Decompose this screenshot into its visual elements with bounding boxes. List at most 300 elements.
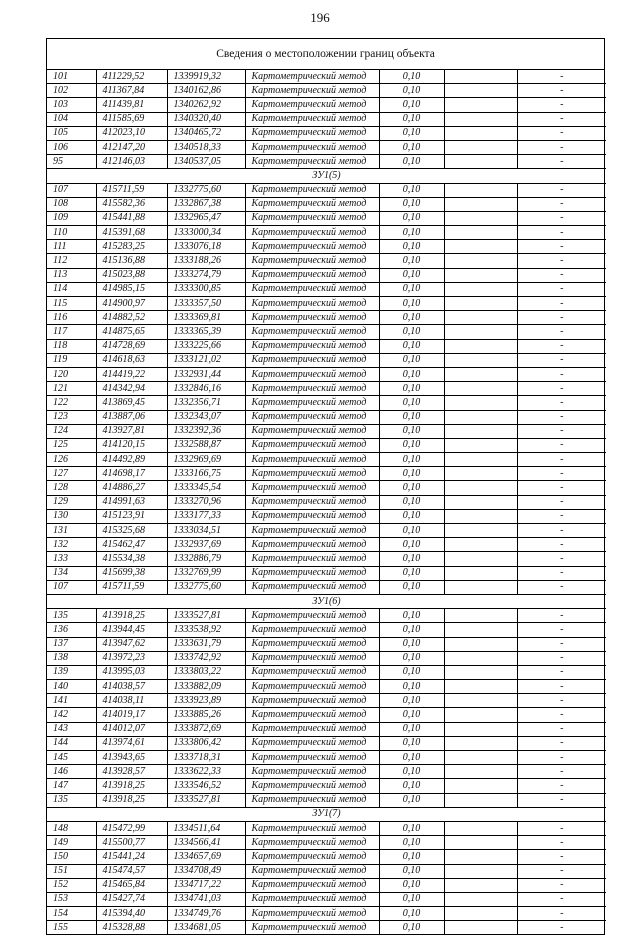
x-coordinate-cell: 415711,59 [96, 183, 167, 197]
method-cell: Картометрический метод [245, 155, 379, 169]
accuracy-cell: 0,10 [379, 821, 444, 835]
description-cell: - [517, 751, 606, 765]
x-coordinate-cell: 411229,52 [96, 70, 167, 84]
empty-cell [444, 921, 517, 935]
method-cell: Картометрический метод [245, 524, 379, 538]
accuracy-cell: 0,10 [379, 765, 444, 779]
point-number-cell: 111 [47, 240, 96, 254]
x-coordinate-cell: 415283,25 [96, 240, 167, 254]
description-cell: - [517, 325, 606, 339]
accuracy-cell: 0,10 [379, 268, 444, 282]
x-coordinate-cell: 413918,25 [96, 609, 167, 623]
accuracy-cell: 0,10 [379, 240, 444, 254]
y-coordinate-cell: 1333923,89 [167, 694, 245, 708]
method-cell: Картометрический метод [245, 240, 379, 254]
point-number-cell: 129 [47, 495, 96, 509]
method-cell: Картометрический метод [245, 609, 379, 623]
accuracy-cell: 0,10 [379, 70, 444, 84]
y-coordinate-cell: 1333806,42 [167, 736, 245, 750]
table-row [47, 765, 606, 779]
x-coordinate-cell: 415325,68 [96, 524, 167, 538]
description-cell: - [517, 211, 606, 225]
description-cell: - [517, 821, 606, 835]
x-coordinate-cell: 411367,84 [96, 84, 167, 98]
x-coordinate-cell: 413927,81 [96, 424, 167, 438]
accuracy-cell: 0,10 [379, 155, 444, 169]
section-header-row [47, 169, 606, 183]
accuracy-cell: 0,10 [379, 353, 444, 367]
table-row [47, 793, 606, 807]
description-cell: - [517, 70, 606, 84]
x-coordinate-cell: 413947,62 [96, 637, 167, 651]
x-coordinate-cell: 415699,38 [96, 566, 167, 580]
method-cell: Картометрический метод [245, 126, 379, 140]
point-number-cell: 125 [47, 438, 96, 452]
accuracy-cell: 0,10 [379, 424, 444, 438]
description-cell: - [517, 367, 606, 381]
point-number-cell: 105 [47, 126, 96, 140]
empty-cell [444, 140, 517, 154]
description-cell: - [517, 836, 606, 850]
y-coordinate-cell: 1333872,69 [167, 722, 245, 736]
accuracy-cell: 0,10 [379, 864, 444, 878]
accuracy-cell: 0,10 [379, 609, 444, 623]
accuracy-cell: 0,10 [379, 907, 444, 921]
empty-cell [444, 864, 517, 878]
method-cell: Картометрический метод [245, 907, 379, 921]
section-label: ЗУ1(5) [47, 169, 606, 183]
y-coordinate-cell: 1332931,44 [167, 367, 245, 381]
accuracy-cell: 0,10 [379, 197, 444, 211]
method-cell: Картометрический метод [245, 793, 379, 807]
accuracy-cell: 0,10 [379, 850, 444, 864]
accuracy-cell: 0,10 [379, 680, 444, 694]
description-cell: - [517, 453, 606, 467]
table-row [47, 509, 606, 523]
method-cell: Картометрический метод [245, 751, 379, 765]
description-cell: - [517, 382, 606, 396]
table-row [47, 453, 606, 467]
accuracy-cell: 0,10 [379, 311, 444, 325]
empty-cell [444, 70, 517, 84]
x-coordinate-cell: 415123,91 [96, 509, 167, 523]
point-number-cell: 144 [47, 736, 96, 750]
point-number-cell: 151 [47, 864, 96, 878]
method-cell: Картометрический метод [245, 112, 379, 126]
accuracy-cell: 0,10 [379, 382, 444, 396]
point-number-cell: 126 [47, 453, 96, 467]
method-cell: Картометрический метод [245, 339, 379, 353]
description-cell: - [517, 98, 606, 112]
page-number: 196 [310, 10, 330, 25]
table-row [47, 637, 606, 651]
x-coordinate-cell: 415391,68 [96, 226, 167, 240]
empty-cell [444, 779, 517, 793]
y-coordinate-cell: 1333225,66 [167, 339, 245, 353]
point-number-cell: 121 [47, 382, 96, 396]
empty-cell [444, 722, 517, 736]
point-number-cell: 110 [47, 226, 96, 240]
empty-cell [444, 211, 517, 225]
y-coordinate-cell: 1340162,86 [167, 84, 245, 98]
y-coordinate-cell: 1332775,60 [167, 183, 245, 197]
point-number-cell: 140 [47, 680, 96, 694]
x-coordinate-cell: 415472,99 [96, 821, 167, 835]
y-coordinate-cell: 1340518,33 [167, 140, 245, 154]
empty-cell [444, 126, 517, 140]
accuracy-cell: 0,10 [379, 226, 444, 240]
table-row [47, 325, 606, 339]
table-row [47, 268, 606, 282]
empty-cell [444, 651, 517, 665]
table-row [47, 140, 606, 154]
x-coordinate-cell: 414012,07 [96, 722, 167, 736]
table-row [47, 382, 606, 396]
accuracy-cell: 0,10 [379, 112, 444, 126]
x-coordinate-cell: 414019,17 [96, 708, 167, 722]
y-coordinate-cell: 1333177,33 [167, 509, 245, 523]
method-cell: Картометрический метод [245, 453, 379, 467]
y-coordinate-cell: 1333622,33 [167, 765, 245, 779]
x-coordinate-cell: 414698,17 [96, 467, 167, 481]
y-coordinate-cell: 1333527,81 [167, 793, 245, 807]
method-cell: Картометрический метод [245, 98, 379, 112]
y-coordinate-cell: 1332356,71 [167, 396, 245, 410]
point-number-cell: 137 [47, 637, 96, 651]
x-coordinate-cell: 415441,88 [96, 211, 167, 225]
point-number-cell: 141 [47, 694, 96, 708]
method-cell: Картометрический метод [245, 708, 379, 722]
y-coordinate-cell: 1333166,75 [167, 467, 245, 481]
x-coordinate-cell: 415474,57 [96, 864, 167, 878]
description-cell: - [517, 694, 606, 708]
x-coordinate-cell: 413972,23 [96, 651, 167, 665]
y-coordinate-cell: 1340465,72 [167, 126, 245, 140]
table-row [47, 367, 606, 381]
description-cell: - [517, 637, 606, 651]
x-coordinate-cell: 414120,15 [96, 438, 167, 452]
table-row [47, 694, 606, 708]
x-coordinate-cell: 413944,45 [96, 623, 167, 637]
x-coordinate-cell: 414419,22 [96, 367, 167, 381]
x-coordinate-cell: 414342,94 [96, 382, 167, 396]
method-cell: Картометрический метод [245, 850, 379, 864]
empty-cell [444, 282, 517, 296]
method-cell: Картометрический метод [245, 509, 379, 523]
accuracy-cell: 0,10 [379, 410, 444, 424]
empty-cell [444, 424, 517, 438]
table-title: Сведения о местоположении границ объекта [47, 39, 604, 70]
y-coordinate-cell: 1333882,09 [167, 680, 245, 694]
description-cell: - [517, 297, 606, 311]
y-coordinate-cell: 1333034,51 [167, 524, 245, 538]
y-coordinate-cell: 1332588,87 [167, 438, 245, 452]
table-row [47, 211, 606, 225]
method-cell: Картометрический метод [245, 566, 379, 580]
description-cell: - [517, 339, 606, 353]
empty-cell [444, 907, 517, 921]
description-cell: - [517, 268, 606, 282]
method-cell: Картометрический метод [245, 921, 379, 935]
point-number-cell: 107 [47, 183, 96, 197]
description-cell: - [517, 155, 606, 169]
y-coordinate-cell: 1333188,26 [167, 254, 245, 268]
accuracy-cell: 0,10 [379, 126, 444, 140]
point-number-cell: 120 [47, 367, 96, 381]
y-coordinate-cell: 1334717,22 [167, 878, 245, 892]
accuracy-cell: 0,10 [379, 892, 444, 906]
y-coordinate-cell: 1340262,92 [167, 98, 245, 112]
method-cell: Картометрический метод [245, 183, 379, 197]
method-cell: Картометрический метод [245, 665, 379, 679]
empty-cell [444, 765, 517, 779]
x-coordinate-cell: 415462,47 [96, 538, 167, 552]
description-cell: - [517, 183, 606, 197]
method-cell: Картометрический метод [245, 580, 379, 594]
y-coordinate-cell: 1333546,52 [167, 779, 245, 793]
x-coordinate-cell: 415582,36 [96, 197, 167, 211]
description-cell: - [517, 623, 606, 637]
y-coordinate-cell: 1332937,69 [167, 538, 245, 552]
description-cell: - [517, 226, 606, 240]
table-body [47, 70, 606, 934]
y-coordinate-cell: 1340537,05 [167, 155, 245, 169]
empty-cell [444, 339, 517, 353]
empty-cell [444, 254, 517, 268]
description-cell: - [517, 438, 606, 452]
method-cell: Картометрический метод [245, 552, 379, 566]
point-number-cell: 139 [47, 665, 96, 679]
y-coordinate-cell: 1334681,05 [167, 921, 245, 935]
description-cell: - [517, 765, 606, 779]
accuracy-cell: 0,10 [379, 722, 444, 736]
accuracy-cell: 0,10 [379, 84, 444, 98]
table-row [47, 126, 606, 140]
table-row [47, 467, 606, 481]
table-row [47, 878, 606, 892]
empty-cell [444, 311, 517, 325]
method-cell: Картометрический метод [245, 779, 379, 793]
description-cell: - [517, 495, 606, 509]
table-row [47, 311, 606, 325]
description-cell: - [517, 680, 606, 694]
y-coordinate-cell: 1333527,81 [167, 609, 245, 623]
y-coordinate-cell: 1333631,79 [167, 637, 245, 651]
table-row [47, 708, 606, 722]
point-number-cell: 95 [47, 155, 96, 169]
point-number-cell: 115 [47, 297, 96, 311]
description-cell: - [517, 722, 606, 736]
table-row [47, 921, 606, 935]
accuracy-cell: 0,10 [379, 793, 444, 807]
method-cell: Картометрический метод [245, 254, 379, 268]
point-number-cell: 108 [47, 197, 96, 211]
accuracy-cell: 0,10 [379, 282, 444, 296]
table-row [47, 892, 606, 906]
method-cell: Картометрический метод [245, 382, 379, 396]
description-cell: - [517, 892, 606, 906]
table-row [47, 751, 606, 765]
empty-cell [444, 878, 517, 892]
description-cell: - [517, 524, 606, 538]
empty-cell [444, 495, 517, 509]
method-cell: Картометрический метод [245, 821, 379, 835]
method-cell: Картометрический метод [245, 268, 379, 282]
section-label: ЗУ1(7) [47, 807, 606, 821]
description-cell: - [517, 353, 606, 367]
point-number-cell: 101 [47, 70, 96, 84]
accuracy-cell: 0,10 [379, 325, 444, 339]
x-coordinate-cell: 413918,25 [96, 779, 167, 793]
accuracy-cell: 0,10 [379, 651, 444, 665]
x-coordinate-cell: 412146,03 [96, 155, 167, 169]
table-row [47, 339, 606, 353]
x-coordinate-cell: 415500,77 [96, 836, 167, 850]
point-number-cell: 107 [47, 580, 96, 594]
y-coordinate-cell: 1333365,39 [167, 325, 245, 339]
method-cell: Картометрический метод [245, 736, 379, 750]
empty-cell [444, 98, 517, 112]
empty-cell [444, 226, 517, 240]
point-number-cell: 138 [47, 651, 96, 665]
table-row [47, 226, 606, 240]
table-row [47, 821, 606, 835]
table-row [47, 850, 606, 864]
method-cell: Картометрический метод [245, 197, 379, 211]
point-number-cell: 118 [47, 339, 96, 353]
y-coordinate-cell: 1334566,41 [167, 836, 245, 850]
x-coordinate-cell: 413918,25 [96, 793, 167, 807]
x-coordinate-cell: 411585,69 [96, 112, 167, 126]
y-coordinate-cell: 1339919,32 [167, 70, 245, 84]
x-coordinate-cell: 412147,20 [96, 140, 167, 154]
x-coordinate-cell: 415136,88 [96, 254, 167, 268]
accuracy-cell: 0,10 [379, 878, 444, 892]
accuracy-cell: 0,10 [379, 467, 444, 481]
description-cell: - [517, 609, 606, 623]
x-coordinate-cell: 414900,97 [96, 297, 167, 311]
table-row [47, 84, 606, 98]
x-coordinate-cell: 415711,59 [96, 580, 167, 594]
point-number-cell: 136 [47, 623, 96, 637]
y-coordinate-cell: 1334708,49 [167, 864, 245, 878]
method-cell: Картометрический метод [245, 467, 379, 481]
method-cell: Картометрический метод [245, 722, 379, 736]
description-cell: - [517, 396, 606, 410]
y-coordinate-cell: 1332867,38 [167, 197, 245, 211]
description-cell: - [517, 481, 606, 495]
point-number-cell: 153 [47, 892, 96, 906]
y-coordinate-cell: 1334749,76 [167, 907, 245, 921]
empty-cell [444, 509, 517, 523]
table-row [47, 396, 606, 410]
table-row [47, 112, 606, 126]
empty-cell [444, 112, 517, 126]
y-coordinate-cell: 1333742,92 [167, 651, 245, 665]
y-coordinate-cell: 1333270,96 [167, 495, 245, 509]
description-cell: - [517, 282, 606, 296]
point-number-cell: 135 [47, 609, 96, 623]
y-coordinate-cell: 1334511,64 [167, 821, 245, 835]
x-coordinate-cell: 414492,89 [96, 453, 167, 467]
description-cell: - [517, 864, 606, 878]
description-cell: - [517, 240, 606, 254]
table-row [47, 779, 606, 793]
x-coordinate-cell: 412023,10 [96, 126, 167, 140]
empty-cell [444, 850, 517, 864]
x-coordinate-cell: 414886,27 [96, 481, 167, 495]
point-number-cell: 132 [47, 538, 96, 552]
description-cell: - [517, 538, 606, 552]
accuracy-cell: 0,10 [379, 751, 444, 765]
empty-cell [444, 183, 517, 197]
y-coordinate-cell: 1333121,02 [167, 353, 245, 367]
accuracy-cell: 0,10 [379, 779, 444, 793]
table-row [47, 481, 606, 495]
table-row [47, 538, 606, 552]
method-cell: Картометрический метод [245, 438, 379, 452]
table-row [47, 836, 606, 850]
empty-cell [444, 410, 517, 424]
y-coordinate-cell: 1333300,85 [167, 282, 245, 296]
empty-cell [444, 240, 517, 254]
method-cell: Картометрический метод [245, 367, 379, 381]
y-coordinate-cell: 1332846,16 [167, 382, 245, 396]
method-cell: Картометрический метод [245, 424, 379, 438]
method-cell: Картометрический метод [245, 282, 379, 296]
y-coordinate-cell: 1332343,07 [167, 410, 245, 424]
x-coordinate-cell: 413943,65 [96, 751, 167, 765]
y-coordinate-cell: 1334657,69 [167, 850, 245, 864]
x-coordinate-cell: 415427,74 [96, 892, 167, 906]
method-cell: Картометрический метод [245, 396, 379, 410]
table-row [47, 651, 606, 665]
empty-cell [444, 566, 517, 580]
description-cell: - [517, 566, 606, 580]
accuracy-cell: 0,10 [379, 836, 444, 850]
point-number-cell: 131 [47, 524, 96, 538]
method-cell: Картометрический метод [245, 226, 379, 240]
point-number-cell: 127 [47, 467, 96, 481]
section-header-row [47, 594, 606, 608]
table-row [47, 495, 606, 509]
accuracy-cell: 0,10 [379, 254, 444, 268]
point-number-cell: 113 [47, 268, 96, 282]
method-cell: Картометрический метод [245, 495, 379, 509]
x-coordinate-cell: 415394,40 [96, 907, 167, 921]
x-coordinate-cell: 411439,81 [96, 98, 167, 112]
point-number-cell: 123 [47, 410, 96, 424]
accuracy-cell: 0,10 [379, 509, 444, 523]
point-number-cell: 116 [47, 311, 96, 325]
method-cell: Картометрический метод [245, 651, 379, 665]
description-cell: - [517, 126, 606, 140]
boundary-points-table [47, 70, 606, 934]
table-row [47, 736, 606, 750]
point-number-cell: 133 [47, 552, 96, 566]
x-coordinate-cell: 413995,03 [96, 665, 167, 679]
y-coordinate-cell: 1340320,40 [167, 112, 245, 126]
y-coordinate-cell: 1333885,26 [167, 708, 245, 722]
x-coordinate-cell: 413974,61 [96, 736, 167, 750]
description-cell: - [517, 140, 606, 154]
description-cell: - [517, 84, 606, 98]
table-row [47, 907, 606, 921]
table-row [47, 623, 606, 637]
method-cell: Картометрический метод [245, 623, 379, 637]
method-cell: Картометрический метод [245, 481, 379, 495]
point-number-cell: 154 [47, 907, 96, 921]
